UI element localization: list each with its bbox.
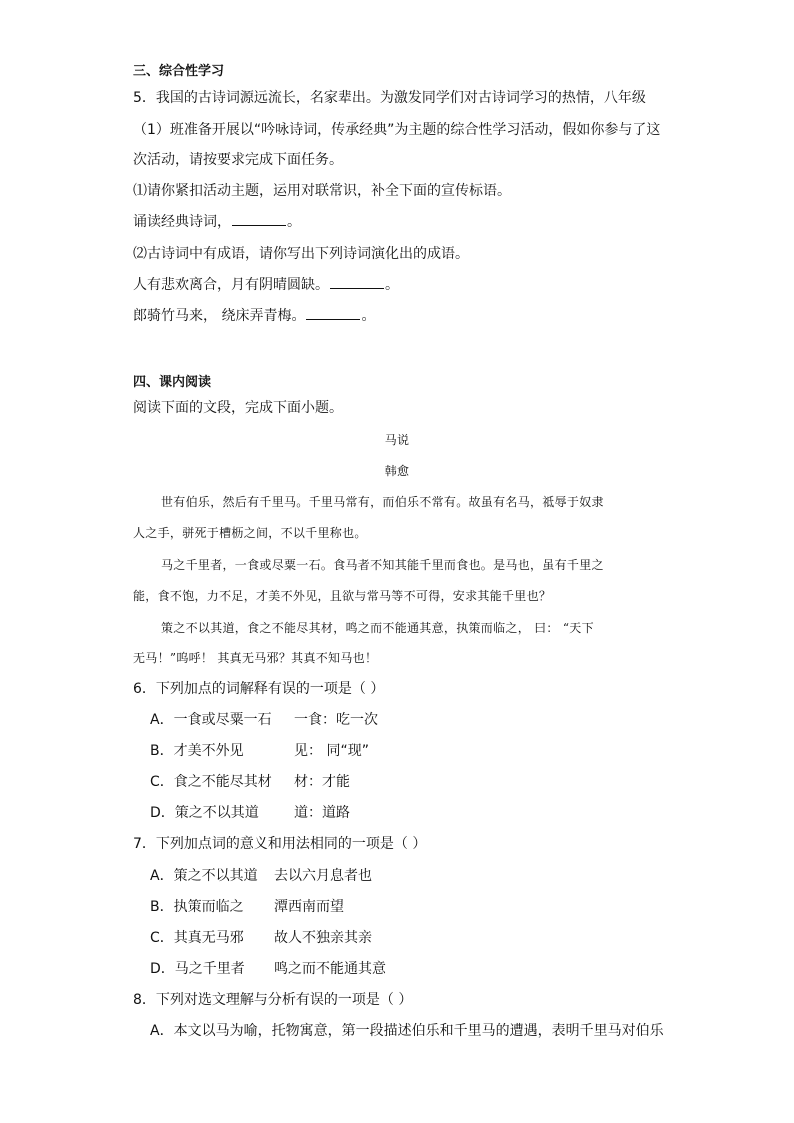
- reading-instruction: 阅读下面的文段，完成下面小题。: [133, 400, 343, 416]
- passage-p3-line1: 策之不以其道，食之不能尽其材，鸣之而不能通其意，执策而临之， 曰： “天下: [161, 621, 594, 635]
- question-5-sub1-line1: （1）班准备开展以“吟咏诗词，传承经典”为主题的综合性学习活动，假如你参与了这: [133, 122, 661, 138]
- slogan-suffix: 。: [287, 214, 301, 230]
- section-4-heading: 四、课内阅读: [133, 375, 212, 390]
- question-5-intro: 5．我国的古诗词源远流长，名家辈出。为激发同学们对古诗词学习的热情，八年级: [133, 90, 646, 106]
- question-7-option-a[interactable]: [150, 866, 372, 886]
- option-label: A．一食或尽粟一石: [150, 712, 272, 728]
- question-6-option-a[interactable]: [150, 710, 378, 730]
- passage-p1-line1: 世有伯乐，然后有千里马。千里马常有，而伯乐不常有。故虽有名马，祗辱于奴隶: [161, 495, 604, 509]
- option-label: D．马之千里者: [150, 961, 245, 977]
- option-label: B．执策而临之: [150, 899, 244, 915]
- option-label: B．才美不外见: [150, 743, 244, 759]
- poem-line-1: [133, 275, 399, 295]
- option-gloss: 一食：吃一次: [294, 712, 378, 728]
- option-gloss: 潭西南而望: [274, 899, 344, 915]
- poem-1-text: 人有悲欢离合，月有阴晴圆缺。: [133, 277, 329, 293]
- question-7-option-c[interactable]: [150, 928, 372, 948]
- poem-2-answer-blank[interactable]: [306, 306, 360, 320]
- option-gloss: 鸣之而不能通其意: [274, 961, 386, 977]
- option-gloss: 去以六月息者也: [274, 868, 372, 884]
- option-gloss: 道：道路: [294, 805, 350, 821]
- poem-2-end: 。: [361, 308, 376, 324]
- slogan-answer-blank[interactable]: [232, 212, 286, 226]
- option-gloss: 见： 同“现”: [294, 743, 369, 759]
- passage-p1-line2: 人之手，骈死于槽枥之间，不以千里称也。: [133, 526, 367, 540]
- poem-line-2: [133, 306, 375, 326]
- question-7-stem: 7．下列加点词的意义和用法相同的一项是（ ）: [133, 836, 427, 852]
- option-label: A．策之不以其道: [150, 868, 258, 884]
- poem-1-end: 。: [385, 277, 399, 293]
- option-gloss: 故人不独亲其亲: [274, 930, 372, 946]
- question-7-option-b[interactable]: [150, 897, 344, 917]
- question-7-option-d[interactable]: [150, 959, 386, 979]
- option-label: C．其真无马邪: [150, 930, 244, 946]
- question-6-stem: 6．下列加点的词解释有误的一项是（ ）: [133, 681, 385, 697]
- slogan-line: [133, 212, 301, 232]
- poem-2-text: 郎骑竹马来， 绕床弄青梅。: [133, 308, 306, 324]
- option-label: C．食之不能尽其材: [150, 774, 272, 790]
- question-6-option-d[interactable]: [150, 803, 350, 823]
- task-1: ⑴请你紧扣活动主题，运用对联常识，补全下面的宣传标语。: [133, 183, 511, 199]
- option-label: D．策之不以其道: [150, 805, 259, 821]
- slogan-prefix: 诵读经典诗词，: [133, 214, 231, 230]
- question-8-stem: 8．下列对选文理解与分析有误的一项是（ ）: [133, 992, 413, 1008]
- passage-title: 马说: [384, 433, 410, 447]
- task-2: ⑵古诗词中有成语，请你写出下列诗词演化出的成语。: [133, 246, 469, 262]
- passage-p2-line1: 马之千里者，一食或尽粟一石。食马者不知其能千里而食也。是马也，虽有千里之: [161, 558, 604, 572]
- question-6-option-b[interactable]: [150, 741, 369, 761]
- passage-author: 韩愈: [384, 464, 410, 478]
- question-8-option-a[interactable]: A．本文以马为喻，托物寓意，第一段描述伯乐和千里马的遭遇，表明千里马对伯乐: [150, 1023, 664, 1039]
- passage-p2-line2: 能，食不饱，力不足，才美不外见，且欲与常马等不可得，安求其能千里也？: [133, 589, 552, 603]
- question-5-sub1-line2: 次活动，请按要求完成下面任务。: [133, 152, 343, 168]
- option-gloss: 材：才能: [294, 774, 350, 790]
- section-3-heading: 三、综合性学习: [133, 64, 225, 79]
- passage-p3-line2: 无马！”呜呼！ 其真无马邪？其真不知马也！: [133, 651, 378, 665]
- question-6-option-c[interactable]: [150, 772, 350, 792]
- poem-1-answer-blank[interactable]: [330, 275, 384, 289]
